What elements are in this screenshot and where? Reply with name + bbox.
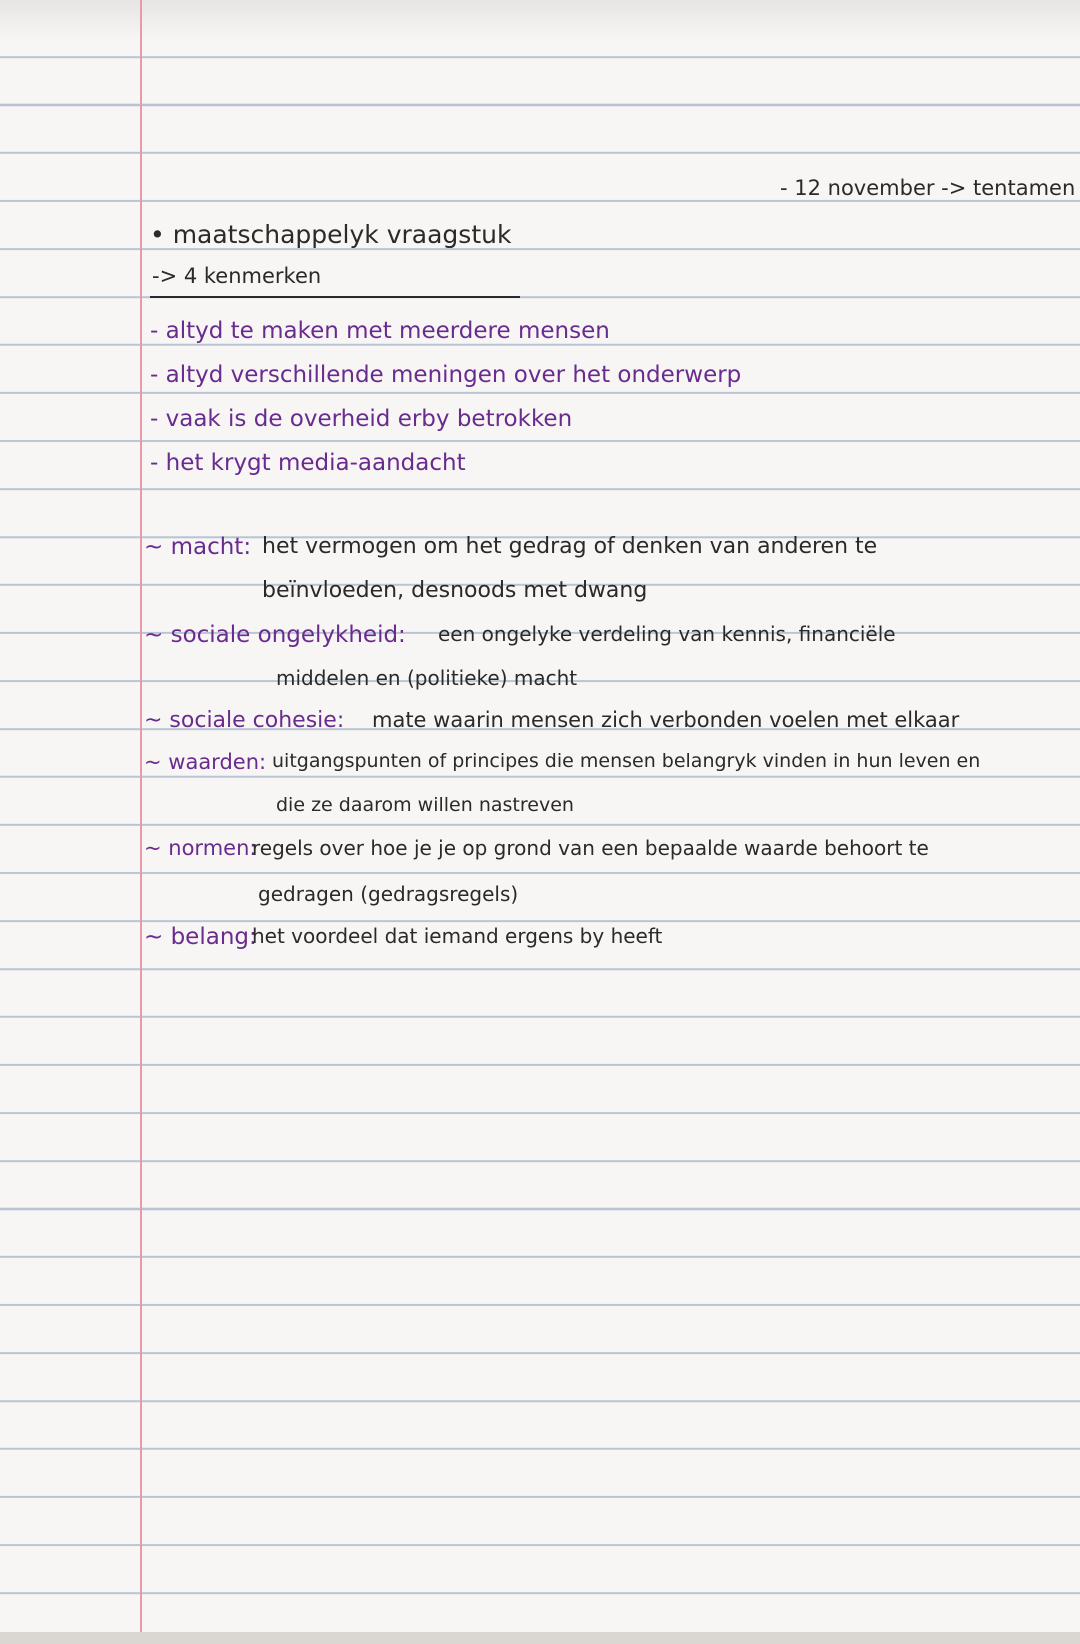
margin-line <box>140 0 142 1644</box>
kenmerk-item: - het krygt media-aandacht <box>150 450 466 476</box>
term-waarden: ~ waarden: <box>144 750 267 774</box>
heading: • maatschappelyk vraagstuk <box>150 220 512 249</box>
page-shadow <box>0 0 1080 40</box>
definition-waarden-line2: die ze daarom willen nastreven <box>276 794 574 816</box>
definition-sociale-ongelijkheid-line1: een ongelyke verdeling van kennis, financiële <box>438 622 896 646</box>
definition-normen-line1: regels over hoe je je op grond van een bepaalde waarde behoort te <box>252 836 929 860</box>
definition-waarden-line1: uitgangspunten of principes die mensen belangryk vinden in hun leven en <box>272 750 981 772</box>
term-sociale-cohesie: ~ sociale cohesie: <box>144 708 345 733</box>
heading-underline <box>150 296 520 298</box>
subheading: -> 4 kenmerken <box>152 264 322 288</box>
kenmerk-item: - altyd te maken met meerdere mensen <box>150 318 610 344</box>
definition-sociale-cohesie-line1: mate waarin mensen zich verbonden voelen met elkaar <box>372 708 960 732</box>
definition-normen-line2: gedragen (gedragsregels) <box>258 882 519 906</box>
date-note: - 12 november -> tentamen <box>780 176 1076 200</box>
term-sociale-ongelijkheid: ~ sociale ongelykheid: <box>144 622 406 648</box>
kenmerk-item: - vaak is de overheid erby betrokken <box>150 406 573 432</box>
definition-sociale-ongelijkheid-line2: middelen en (politieke) macht <box>276 666 578 690</box>
term-macht: ~ macht: <box>144 534 252 560</box>
kenmerk-item: - altyd verschillende meningen over het onderwerp <box>150 362 742 388</box>
definition-macht-line1: het vermogen om het gedrag of denken van anderen te <box>262 534 878 559</box>
definition-macht-line2: beïnvloeden, desnoods met dwang <box>262 578 648 603</box>
page-bottom-edge <box>0 1632 1080 1644</box>
term-belang: ~ belang: <box>144 924 257 950</box>
definition-belang-line1: het voordeel dat iemand ergens by heeft <box>252 924 663 948</box>
term-normen: ~ normen: <box>144 836 257 860</box>
